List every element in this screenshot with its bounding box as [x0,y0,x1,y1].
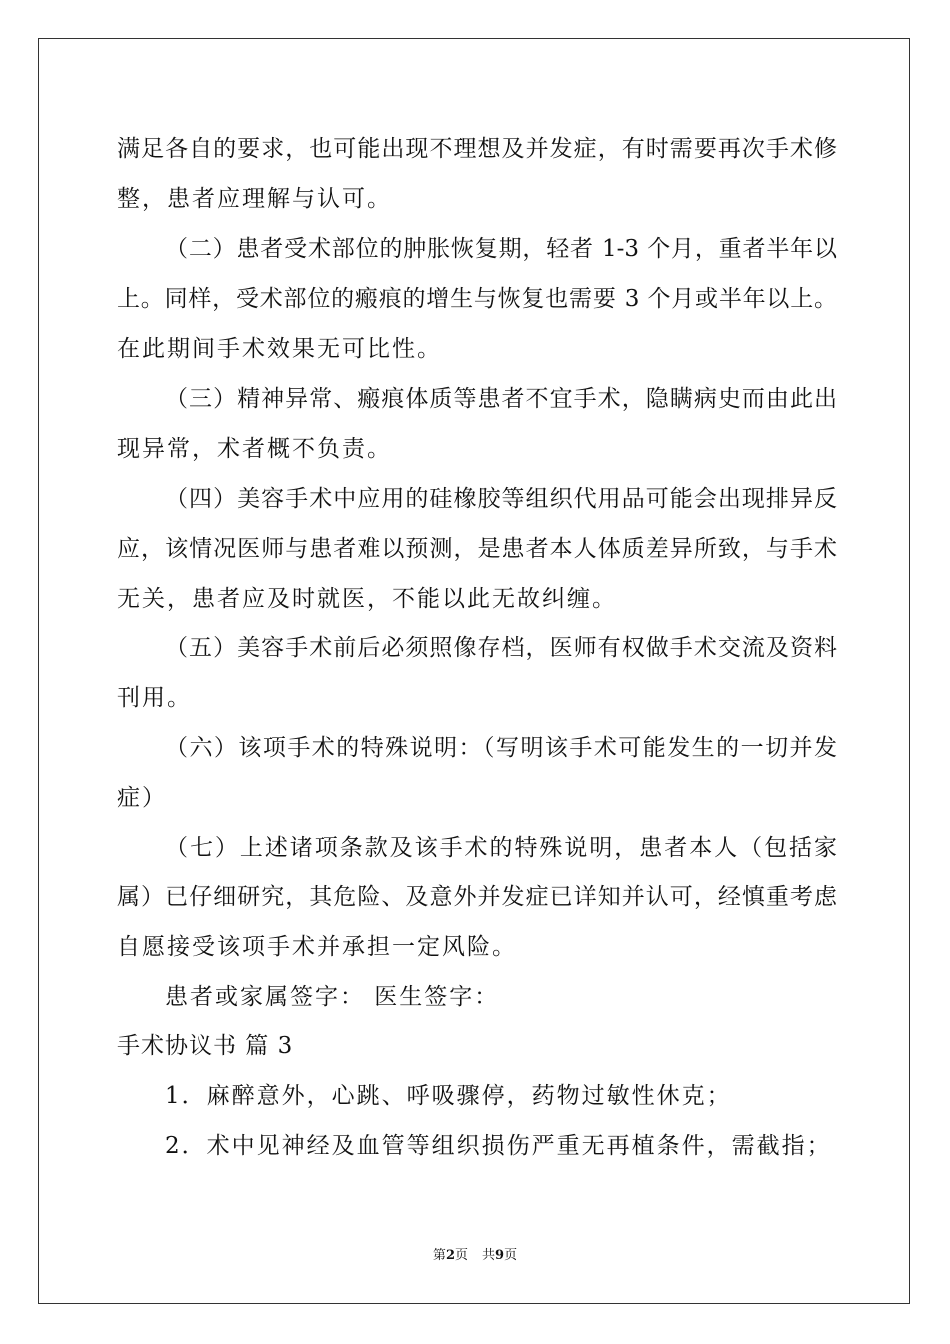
paragraph-line: 刊用。 [117,685,192,711]
paragraph-line: 症） [117,785,167,811]
section-heading: 手术协议书 篇 3 [117,1033,294,1059]
paragraph-line: 整，患者应理解与认可。 [117,186,392,212]
signature-line: 患者或家属签字： 医生签字： [165,984,500,1010]
paragraph-line: （四）美容手术中应用的硅橡胶等组织代用品可能会出现排异反 [165,486,837,512]
paragraph-line: （三）精神异常、瘢痕体质等患者不宜手术，隐瞒病史而由此出 [165,386,837,412]
footer-total-suffix: 页 [504,1248,518,1263]
paragraph-line: （二）患者受术部位的肿胀恢复期，轻者 1-3 个月，重者半年以 [165,236,837,262]
paragraph-line: （五）美容手术前后必须照像存档，医师有权做手术交流及资料 [165,635,837,661]
total-page-count: 9 [495,1248,505,1263]
paragraph-line: 无关，患者应及时就医，不能以此无故纠缠。 [117,586,617,612]
footer-page-suffix: 页 [454,1248,468,1263]
paragraph-line: 应，该情况医师与患者难以预测，是患者本人体质差异所致，与手术 [117,536,837,562]
footer-total-prefix: 共 [482,1248,496,1263]
footer-prefix: 第 [432,1248,446,1263]
paragraph-line: 在此期间手术效果无可比性。 [117,336,442,362]
paragraph-line: 现异常，术者概不负责。 [117,436,392,462]
list-item: 1．麻醉意外，心跳、呼吸骤停，药物过敏性休克； [165,1083,732,1109]
current-page-number: 2 [445,1248,455,1263]
paragraph-line: 满足各自的要求，也可能出现不理想及并发症，有时需要再次手术修 [117,136,837,162]
paragraph-line: （七）上述诸项条款及该手术的特殊说明，患者本人（包括家 [165,835,837,861]
paragraph-line: 上。同样，受术部位的瘢痕的增生与恢复也需要 3 个月或半年以上。 [117,286,837,312]
paragraph-line: 属）已仔细研究，其危险、及意外并发症已详知并认可，经慎重考虑 [117,884,837,910]
paragraph-line: （六）该项手术的特殊说明：（写明该手术可能发生的一切并发 [165,735,837,761]
page-footer [0,1246,950,1266]
paragraph-line: 自愿接受该项手术并承担一定风险。 [117,934,517,960]
list-item: 2．术中见神经及血管等组织损伤严重无再植条件，需截指； [165,1133,832,1159]
